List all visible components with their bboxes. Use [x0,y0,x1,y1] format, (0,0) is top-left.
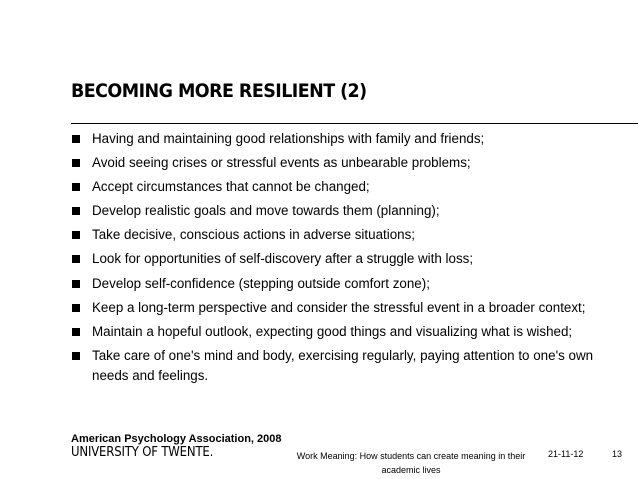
bullet-item [71,201,631,221]
bullet-item [71,177,631,197]
bullet-item [71,153,631,173]
square-bullet-icon [72,328,80,336]
bullet-text: Accept circumstances that cannot be changed; [92,179,370,195]
square-bullet-icon [72,280,80,288]
bullet-item [71,298,631,318]
bullet-item [71,346,631,386]
bullet-item [71,249,631,269]
square-bullet-icon [72,159,80,167]
slide-title: BECOMING MORE RESILIENT (2) [71,80,367,102]
square-bullet-icon [72,135,80,143]
bullet-item [71,274,631,294]
bullet-text: Look for opportunities of self-discovery after a struggle with loss; [92,251,474,267]
bullet-text: Avoid seeing crises or stressful events as unbearable problems; [92,155,471,171]
square-bullet-icon [72,304,80,312]
bullet-text: Having and maintaining good relationships with family and friends; [92,131,485,146]
bullet-text: Develop realistic goals and move towards them (planning); [92,203,440,219]
bullet-text: Maintain a hopeful outlook, expecting good things and visualizing what is wished; [92,323,573,339]
page-number: 13 [612,449,623,459]
bullet-item [71,129,631,149]
bullet-text: Keep a long-term perspective and consider the stressful event in a broader context; [92,299,586,315]
square-bullet-icon [72,231,80,239]
square-bullet-icon [72,183,80,191]
square-bullet-icon [72,352,80,360]
bullet-item [71,225,631,245]
bullet-text: Take decisive, conscious actions in adverse situations; [92,227,416,243]
bullet-item [71,322,631,342]
citation: American Psychology Association, 2008 [71,433,282,445]
footer-presentation-title: Work Meaning: How students can create meaning in their academic lives [296,451,526,475]
bullet-text: Develop self-confidence (stepping outside comfort zone); [92,275,430,291]
title-divider [71,123,638,124]
bullet-list [71,129,631,386]
square-bullet-icon [72,207,80,215]
footer-date: 21-11-12 [548,449,584,459]
square-bullet-icon [72,255,80,263]
bullet-text: Take care of one's mind and body, exercising regularly, paying attention to one's own needs and feelings. [92,347,594,383]
university-logo: UNIVERSITY OF TWENTE. [71,445,214,460]
